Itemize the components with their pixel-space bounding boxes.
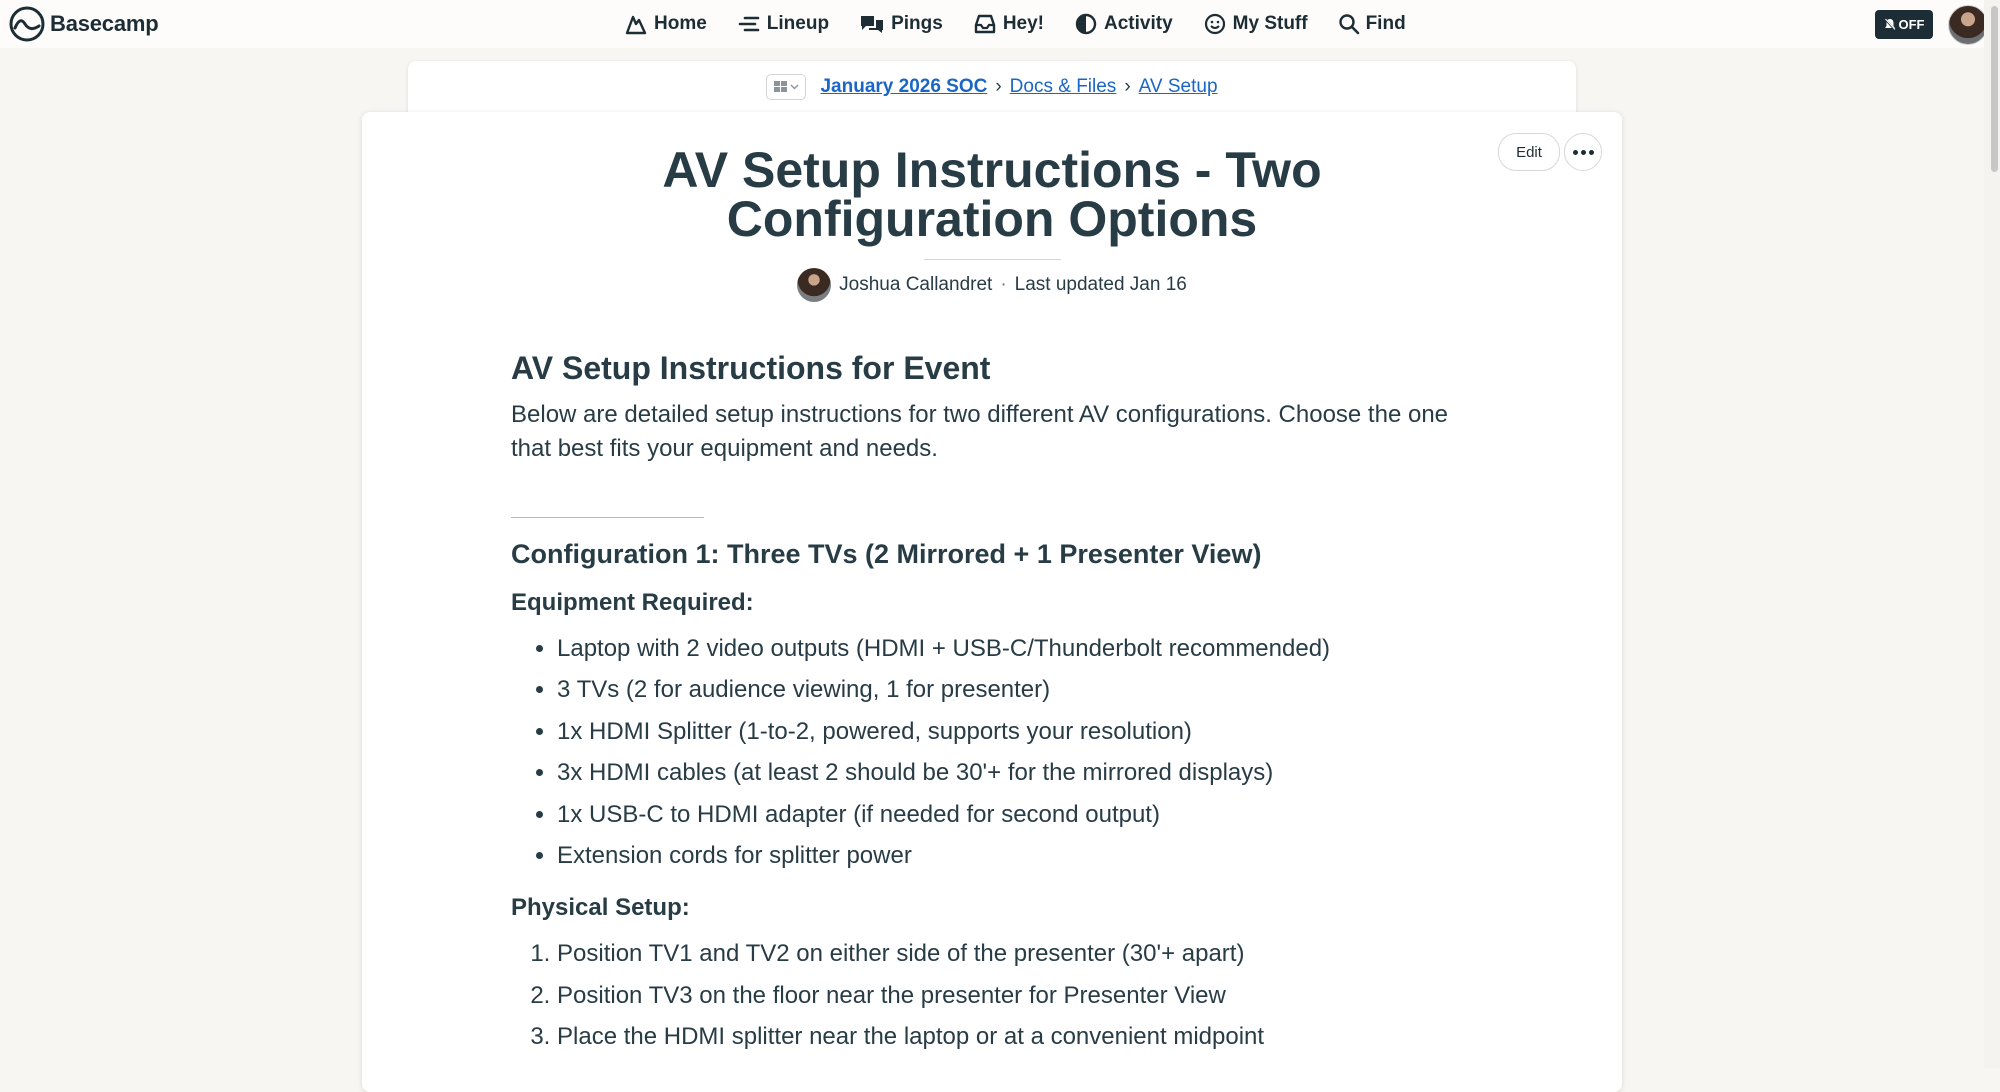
nav-lineup-label: Lineup	[766, 13, 830, 34]
nav-find-label: Find	[1365, 13, 1406, 34]
config1-heading: Configuration 1: Three TVs (2 Mirrored + 1 Presenter View)	[511, 539, 1262, 569]
author-avatar[interactable]	[797, 268, 831, 302]
chevron-down-icon	[790, 84, 799, 90]
nav-pings-label: Pings	[891, 13, 943, 34]
logo-text: Basecamp	[50, 11, 159, 36]
grid-icon	[774, 81, 788, 93]
top-navigation-bar	[0, 0, 2000, 48]
body-heading: AV Setup Instructions for Event	[511, 350, 991, 386]
document-byline	[0, 268, 1984, 302]
nav-pings[interactable]	[859, 13, 943, 35]
notifications-label: OFF	[1898, 17, 1925, 32]
list-item: • 3x HDMI cables (at least 2 should be 30'+ for the mirrored displays)	[557, 752, 1461, 793]
notifications-toggle[interactable]	[1875, 10, 1933, 39]
lineup-icon	[737, 13, 761, 35]
breadcrumb-separator: ›	[995, 76, 1002, 97]
breadcrumb-current-link[interactable]: AV Setup	[1138, 76, 1218, 97]
nav-find[interactable]	[1338, 13, 1406, 35]
activity-icon	[1074, 13, 1098, 35]
equipment-list	[511, 628, 1461, 876]
user-avatar[interactable]	[1948, 5, 1988, 45]
basecamp-logo[interactable]	[8, 6, 158, 42]
home-icon	[624, 13, 648, 35]
scrollbar-thumb[interactable]	[1991, 6, 1998, 172]
nav-my-stuff-label: My Stuff	[1232, 13, 1308, 34]
list-item: 2. Position TV3 on the floor near the presenter for Presenter View	[557, 975, 1461, 1016]
nav-hey-label: Hey!	[1002, 13, 1044, 34]
my-stuff-icon	[1203, 13, 1227, 35]
list-item: • Extension cords for splitter power	[557, 835, 1461, 876]
more-options-button[interactable]	[1564, 133, 1602, 171]
byline-separator: ·	[1000, 274, 1007, 295]
list-item: 3. Place the HDMI splitter near the laptop or at a convenient midpoint	[557, 1016, 1461, 1057]
intro-paragraph: Below are detailed setup instructions for two different AV configurations. Choose the one that best fits your equipment and needs.	[511, 401, 1449, 462]
list-item: • Laptop with 2 video outputs (HDMI + USB-C/Thunderbolt recommended)	[557, 628, 1461, 669]
breadcrumb-section-link[interactable]: Docs & Files	[1009, 76, 1117, 97]
basecamp-logo-icon	[8, 6, 46, 42]
breadcrumb-project-link[interactable]: January 2026 SOC	[820, 76, 988, 97]
list-item: • 1x USB-C to HDMI adapter (if needed for second output)	[557, 794, 1461, 835]
nav-activity[interactable]	[1074, 13, 1173, 35]
nav-my-stuff[interactable]	[1203, 13, 1308, 35]
equipment-heading: Equipment Required:	[511, 589, 754, 616]
nav-home-label: Home	[654, 13, 707, 34]
search-icon	[1338, 13, 1360, 35]
physical-setup-list	[511, 933, 1461, 1057]
breadcrumb	[408, 74, 1576, 100]
last-updated: Last updated Jan 16	[1014, 274, 1187, 295]
edit-button[interactable]: Edit	[1498, 133, 1560, 171]
title-divider	[924, 259, 1061, 260]
more-dot	[1581, 150, 1586, 155]
list-item: 1. Position TV1 and TV2 on either side of the presenter (30'+ apart)	[557, 933, 1461, 974]
physical-setup-heading: Physical Setup:	[511, 894, 690, 922]
author-name[interactable]: Joshua Callandret	[839, 274, 993, 295]
project-switcher[interactable]	[766, 74, 806, 100]
nav-activity-label: Activity	[1104, 13, 1173, 34]
hey-inbox-icon	[973, 13, 997, 35]
bell-off-icon	[1884, 18, 1896, 31]
nav-lineup[interactable]	[737, 13, 829, 35]
list-item: • 1x HDMI Splitter (1-to-2, powered, supports your resolution)	[557, 711, 1461, 752]
pings-icon	[859, 13, 885, 35]
section-divider	[511, 517, 704, 518]
list-item: • 3 TVs (2 for audience viewing, 1 for presenter)	[557, 669, 1461, 710]
more-dot	[1589, 150, 1594, 155]
document-body	[511, 348, 1461, 1058]
nav-home[interactable]	[624, 13, 707, 35]
more-dots-icon	[1573, 150, 1578, 155]
nav-hey[interactable]	[973, 13, 1044, 35]
document-title: AV Setup Instructions - Two Configuration Options	[662, 142, 1322, 247]
breadcrumb-separator: ›	[1124, 76, 1131, 97]
main-nav	[624, 8, 1406, 40]
